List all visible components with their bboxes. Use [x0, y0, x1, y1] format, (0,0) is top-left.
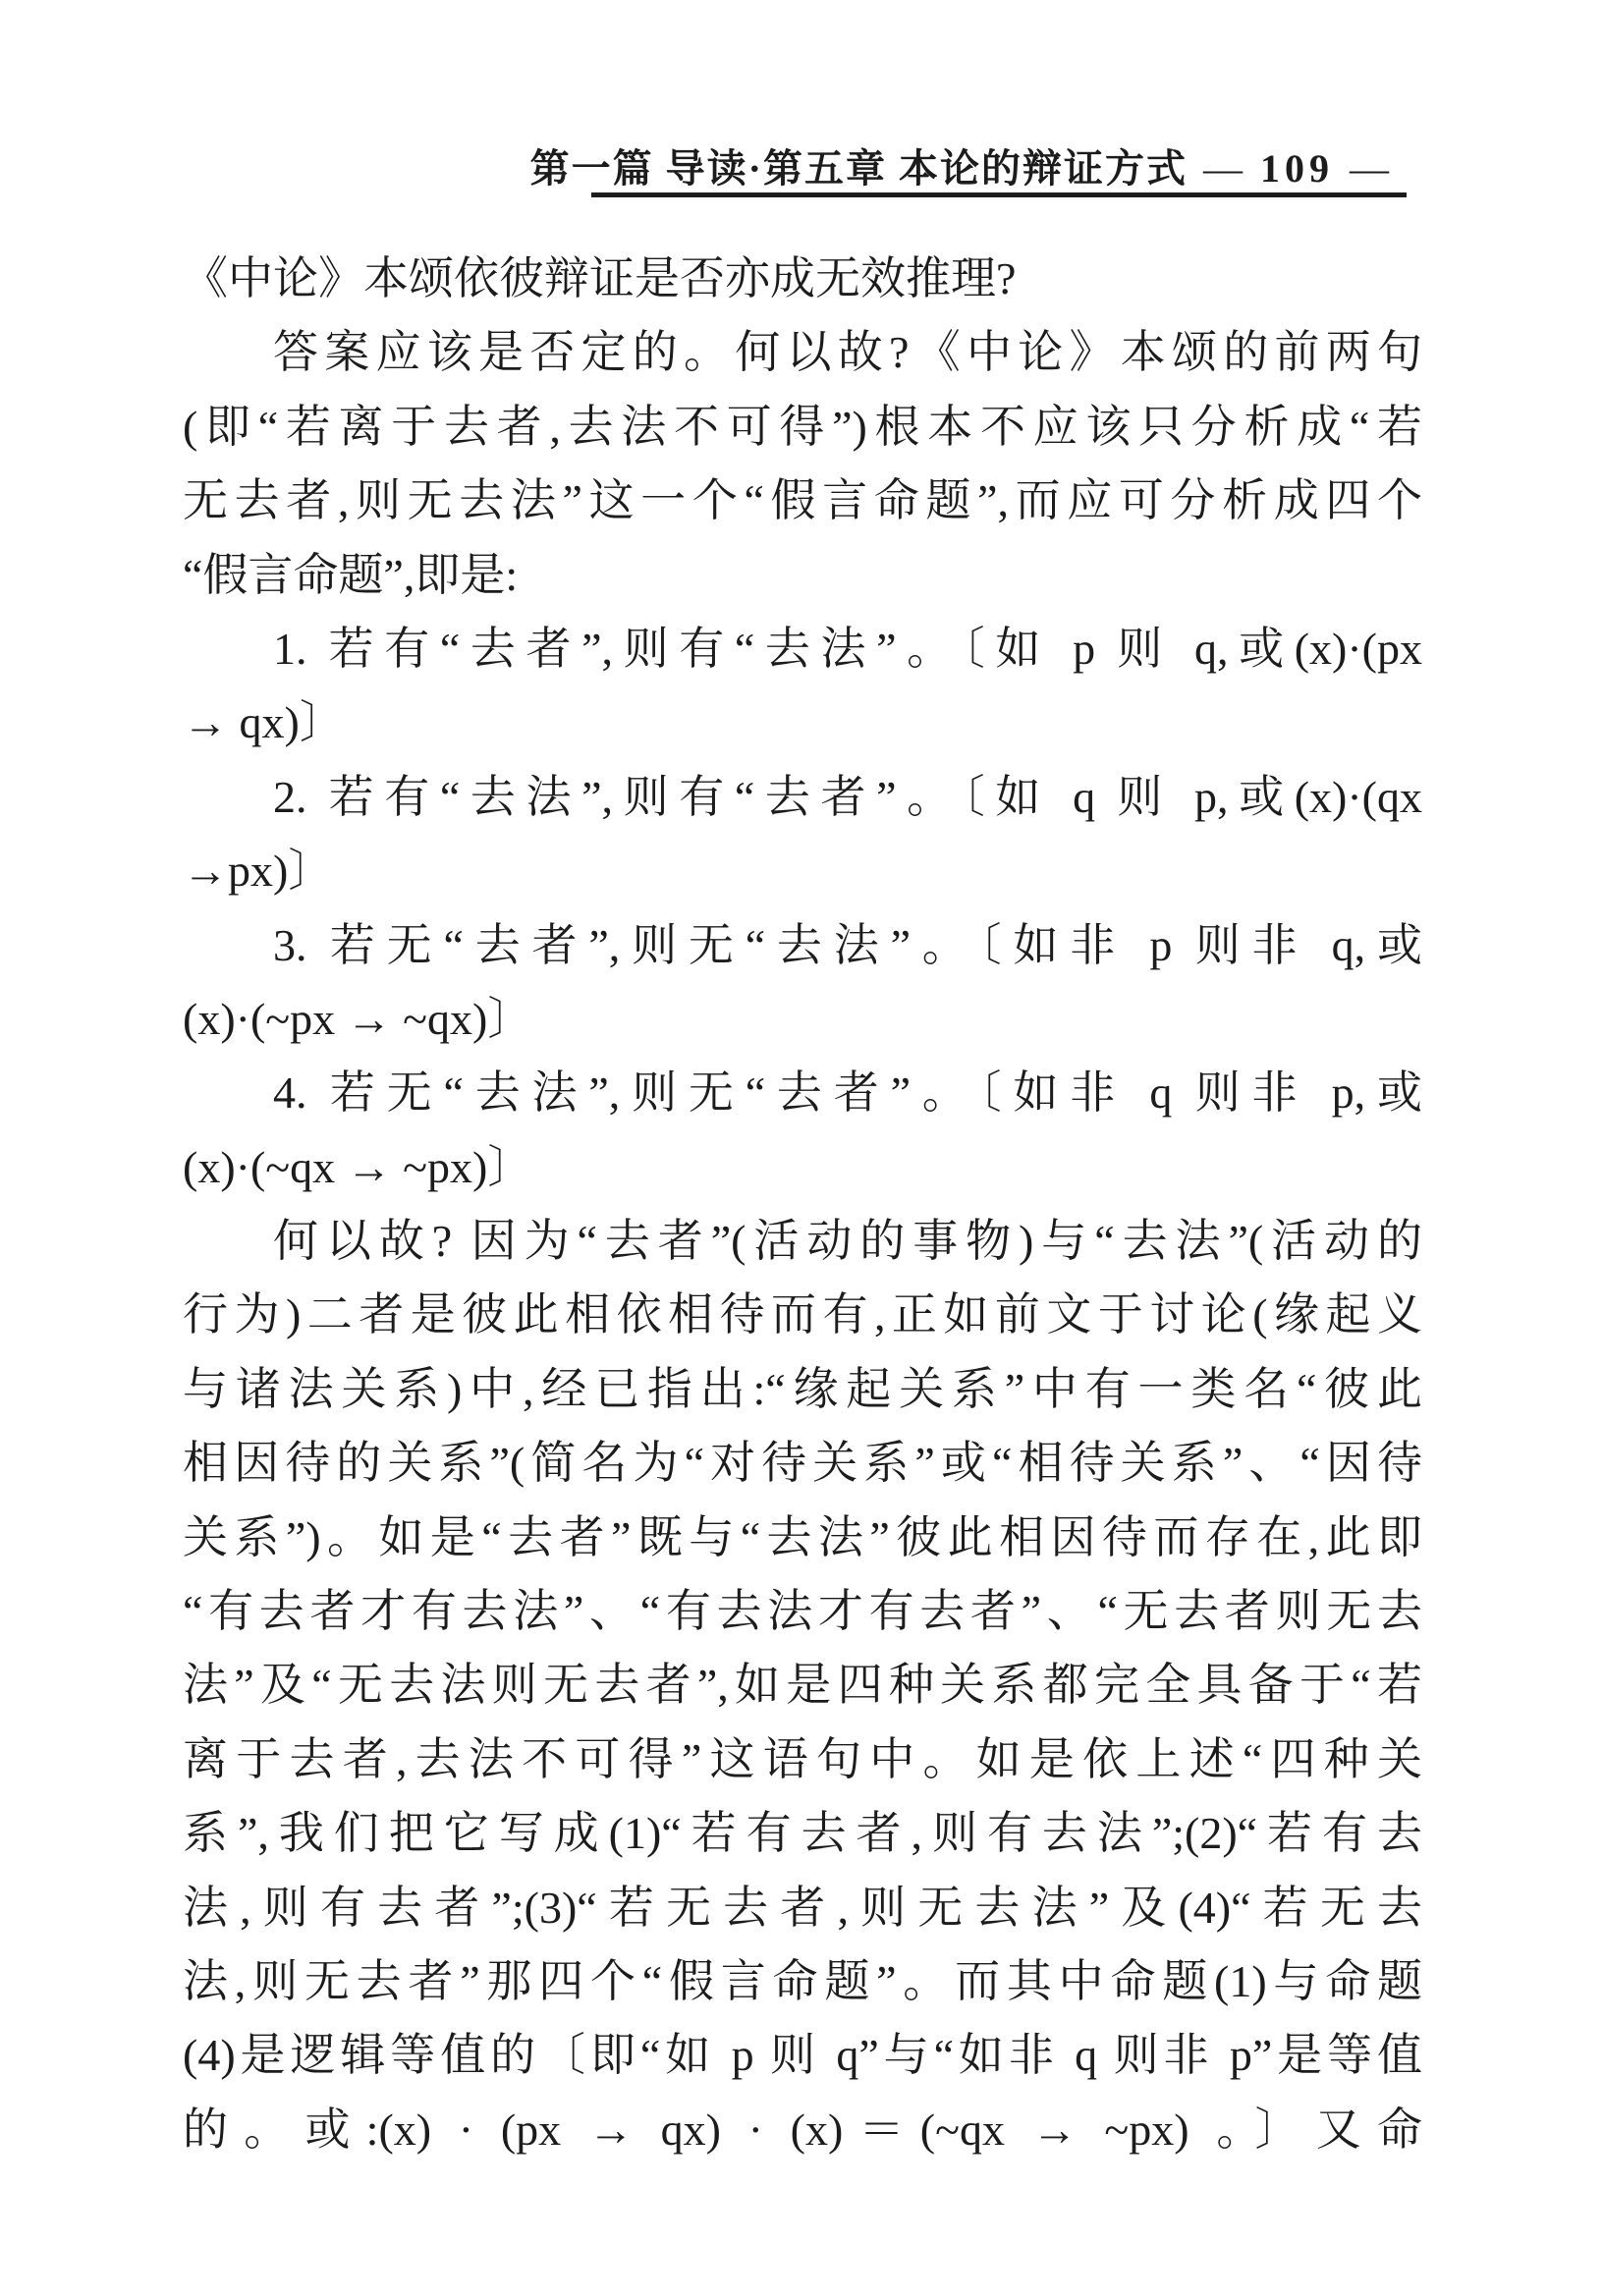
text-line: → qx)〕	[183, 697, 345, 748]
text-line: 无去者,则无去法”这一个“假言命题”,而应可分析成四个	[183, 475, 1422, 526]
text-line: 与诸法关系)中,经已指出:“缘起关系”中有一类名“彼此	[183, 1363, 1422, 1414]
text-line: “有去者才有去法”、“有去法才有去者”、“无去者则无去	[183, 1586, 1422, 1637]
text-line: 1. 若有“去者”,则有“去法”。〔如 p 则 q,或(x)·(px	[273, 623, 1422, 674]
text-line: 何以故? 因为“去者”(活动的事物)与“去法”(活动的	[273, 1216, 1422, 1267]
text-line: 离于去者,去法不可得”这语句中。如是依上述“四种关	[183, 1733, 1422, 1784]
text-line: 3. 若无“去者”,则无“去法”。〔如非 p 则非 q,或	[273, 919, 1422, 970]
header-dash-left: —	[1203, 146, 1244, 191]
text-line: 法”及“无去法则无去者”,如是四种关系都完全具备于“若	[183, 1660, 1422, 1711]
text-line: “假言命题”,即是:	[183, 549, 519, 600]
text-line: 行为)二者是彼此相依相待而有,正如前文于讨论(缘起义	[183, 1289, 1422, 1340]
text-line: 法,则有去者”;(3)“若无去者,则无去法”及(4)“若无去	[183, 1882, 1422, 1933]
page-number: 109	[1260, 146, 1334, 191]
text-line: (x)·(~qx → ~px)〕	[183, 1141, 533, 1192]
header-rule	[591, 192, 1407, 197]
text-line: 4. 若无“去法”,则无“去者”。〔如非 q 则非 p,或	[273, 1067, 1422, 1119]
text-line: 法,则无去者”那四个“假言命题”。而其中命题(1)与命题	[183, 1955, 1422, 2006]
text-line: 2. 若有“去法”,则有“去者”。〔如 q 则 p,或(x)·(qx	[273, 771, 1422, 822]
text-line: 《中论》本颂依彼辩证是否亦成无效推理?	[183, 253, 1017, 303]
body-text	[183, 242, 1422, 2166]
text-line: 关系”)。如是“去者”既与“去法”彼此相因待而存在,此即	[183, 1511, 1422, 1562]
text-line: (4)是逻辑等值的〔即“如 p 则 q”与“如非 q 则非 p”是等值	[183, 2030, 1422, 2081]
running-header	[530, 147, 1407, 191]
text-line: 答案应该是否定的。何以故?《中论》本颂的前两句	[273, 327, 1422, 378]
text-line: (即“若离于去者,去法不可得”)根本不应该只分析成“若	[183, 401, 1422, 452]
text-line: 相因待的关系”(简名为“对待关系”或“相待关系”、“因待	[183, 1438, 1422, 1489]
text-line: 的。或:(x) · (px → qx) · (x)＝(~qx → ~px) 。〕又命	[183, 2104, 1422, 2155]
header-dash-right: —	[1350, 146, 1391, 191]
text-line: →px)〕	[183, 846, 334, 897]
running-header-title: 第一篇 导读·第五章 本论的辩证方式	[529, 146, 1188, 191]
text-line: 系”,我们把它写成(1)“若有去者,则有去法”;(2)“若有去	[183, 1808, 1422, 1859]
text-line: (x)·(~px → ~qx)〕	[183, 993, 533, 1044]
